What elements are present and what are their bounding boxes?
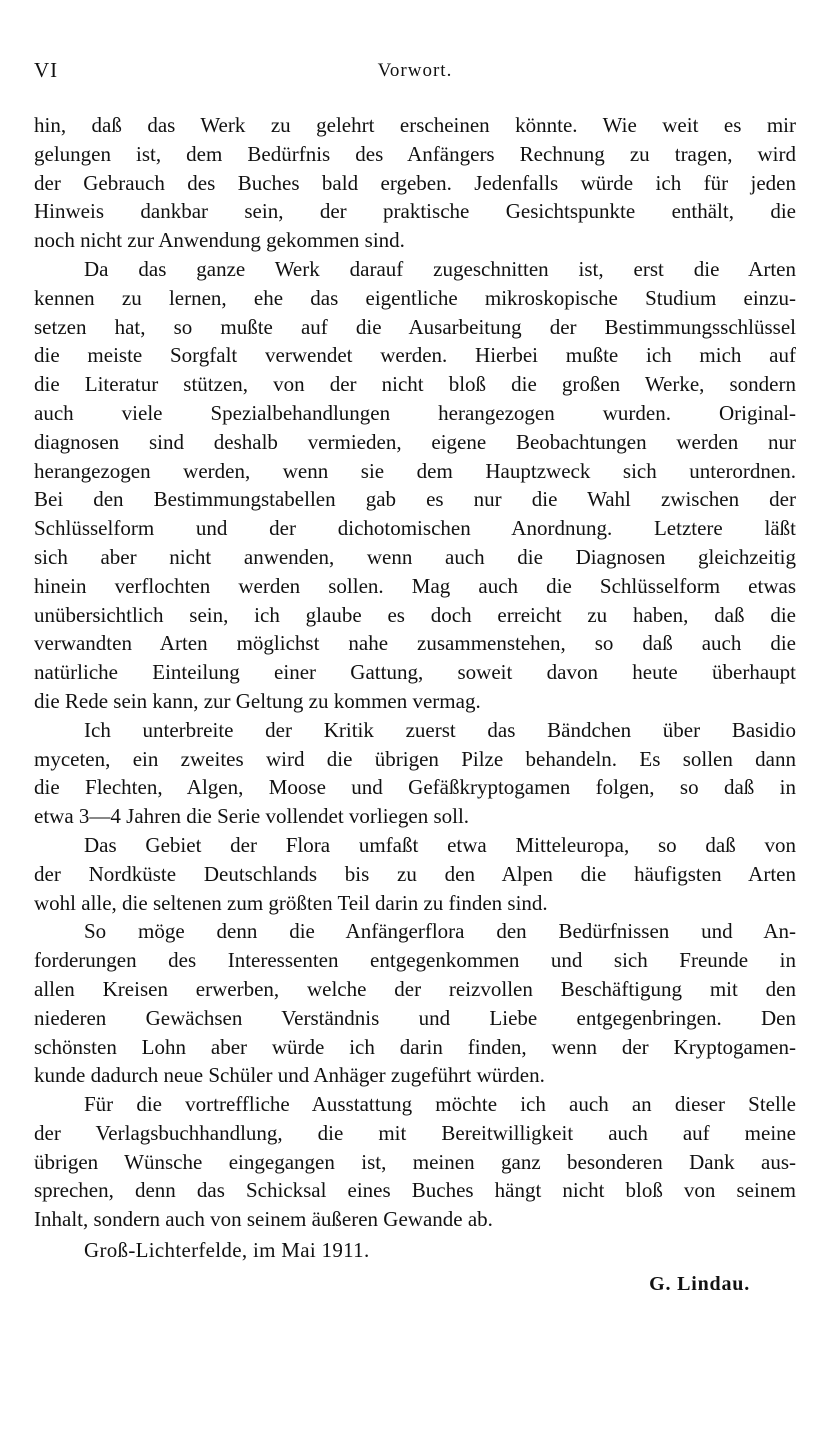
text-line: allen Kreisen erwerben, welche der reizvollen Beschäftigung mit den: [34, 976, 796, 1001]
place-date: Groß-Lichterfelde, im Mai 1911.: [84, 1238, 370, 1262]
running-title: Vorwort.: [377, 60, 453, 81]
text-line: etwa 3—4 Jahren die Serie vollendet vorliegen soll.: [34, 804, 470, 829]
text-line: So möge denn die Anfängerflora den Bedürfnissen und An-: [84, 919, 796, 944]
text-line: Ich unterbreite der Kritik zuerst das Bändchen über Basidio: [84, 717, 796, 742]
text-line: die Flechten, Algen, Moose und Gefäßkryptogamen folgen, so daß in: [34, 775, 796, 800]
text-line: setzen hat, so mußte auf die Ausarbeitung der Bestimmungsschlüssel: [34, 314, 796, 339]
text-line: Bei den Bestimmungstabellen gab es nur die Wahl zwischen der: [34, 487, 796, 512]
text-line: diagnosen sind deshalb vermieden, eigene Beobachtungen werden nur: [34, 429, 796, 454]
page-number: VI: [34, 58, 59, 82]
text-line: herangezogen werden, wenn sie dem Hauptzweck sich unterordnen.: [34, 458, 796, 483]
text-line: Inhalt, sondern auch von seinem äußeren Gewande ab.: [34, 1207, 493, 1232]
body-text: [34, 111, 796, 1234]
text-line: Schlüsselform und der dichotomischen Anordnung. Letztere läßt: [34, 516, 796, 541]
text-line: hin, daß das Werk zu gelehrt erscheinen könnte. Wie weit es mir: [34, 113, 796, 137]
text-line: Hinweis dankbar sein, der praktische Gesichtspunkte enthält, die: [34, 199, 796, 224]
text-line: der Nordküste Deutschlands bis zu den Alpen die häufigsten Arten: [34, 861, 796, 886]
text-line: gelungen ist, dem Bedürfnis des Anfängers Rechnung zu tragen, wird: [34, 141, 796, 166]
text-line: Für die vortreffliche Ausstattung möchte ich auch an dieser Stelle: [84, 1092, 796, 1117]
text-line: forderungen des Interessenten entgegenkommen und sich Freunde in: [34, 948, 796, 973]
text-line: wohl alle, die seltenen zum größten Teil darin zu finden sind.: [34, 890, 548, 915]
paragraph: [34, 255, 796, 716]
text-line: kennen zu lernen, ehe das eigentliche mikroskopische Studium einzu-: [34, 285, 796, 310]
text-line: myceten, ein zweites wird die übrigen Pilze behandeln. Es sollen dann: [34, 746, 796, 771]
paragraph: [34, 831, 796, 917]
text-line: natürliche Einteilung einer Gattung, soweit davon heute überhaupt: [34, 660, 796, 685]
text-line: kunde dadurch neue Schüler und Anhäger zugeführt würden.: [34, 1063, 545, 1088]
text-line: auch viele Spezialbehandlungen herangezogen wurden. Original-: [34, 400, 796, 425]
paragraph: [34, 1090, 796, 1234]
text-line: die Literatur stützen, von der nicht bloß die großen Werke, sondern: [34, 372, 796, 397]
page-header: [34, 58, 796, 92]
text-line: die meiste Sorgfalt verwendet werden. Hierbei mußte ich mich auf: [34, 343, 796, 368]
text-line: der Verlagsbuchhandlung, die mit Bereitwilligkeit auch auf meine: [34, 1120, 796, 1145]
text-line: die Rede sein kann, zur Geltung zu kommen vermag.: [34, 688, 481, 713]
text-line: sich aber nicht anwenden, wenn auch die Diagnosen gleichzeitig: [34, 544, 796, 569]
paragraph: [34, 111, 796, 255]
text-line: hinein verflochten werden sollen. Mag auch die Schlüsselform etwas: [34, 573, 796, 598]
text-line: übrigen Wünsche eingegangen ist, meinen ganz besonderen Dank aus-: [34, 1149, 796, 1174]
paragraph: [34, 917, 796, 1090]
signature: G. Lindau.: [649, 1273, 750, 1295]
text-line: unübersichtlich sein, ich glaube es doch erreicht zu haben, daß die: [34, 602, 796, 627]
text-line: schönsten Lohn aber würde ich darin finden, wenn der Kryptogamen-: [34, 1034, 796, 1059]
text-line: verwandten Arten möglichst nahe zusammenstehen, so daß auch die: [34, 631, 796, 656]
text-line: niederen Gewächsen Verständnis und Liebe entgegenbringen. Den: [34, 1005, 796, 1030]
text-line: Da das ganze Werk darauf zugeschnitten ist, erst die Arten: [84, 256, 796, 281]
text-line: noch nicht zur Anwendung gekommen sind.: [34, 228, 405, 253]
text-line: sprechen, denn das Schicksal eines Buches hängt nicht bloß von seinem: [34, 1178, 796, 1203]
paragraph: [34, 716, 796, 831]
text-line: der Gebrauch des Buches bald ergeben. Jedenfalls würde ich für jeden: [34, 170, 796, 195]
text-line: Das Gebiet der Flora umfaßt etwa Mitteleuropa, so daß von: [84, 832, 796, 857]
